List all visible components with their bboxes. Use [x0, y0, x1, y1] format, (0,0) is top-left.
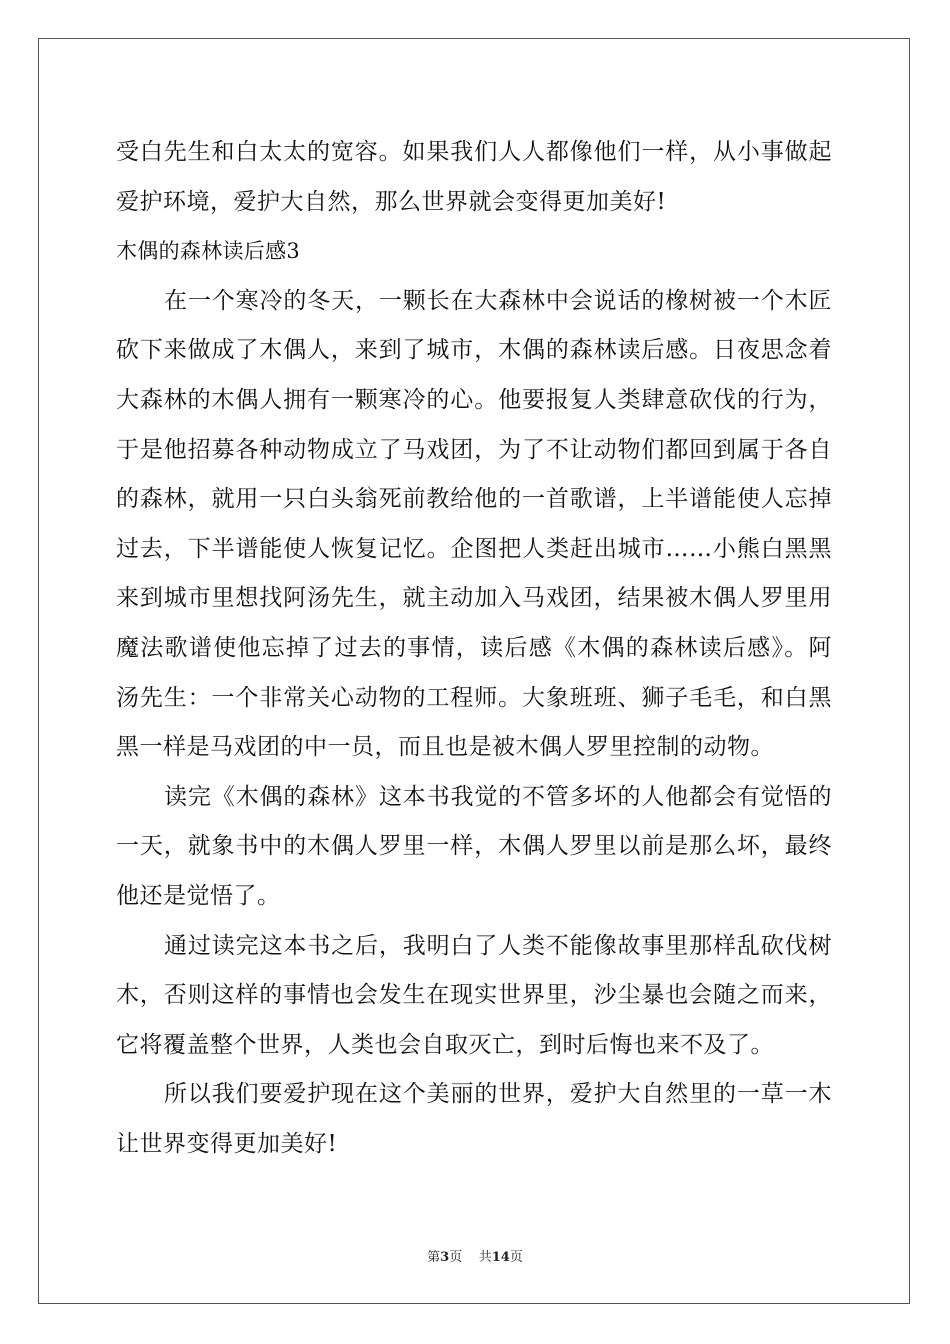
total-prefix: 共: [478, 1250, 492, 1265]
document-body: [116, 128, 832, 1169]
total-unit: 页: [509, 1250, 523, 1265]
paragraph-reflection: 读完《木偶的森林》这本书我觉的不管多坏的人他都会有觉悟的一天，就象书中的木偶人罗里一样，木偶人罗里以前是那么坏，最终他还是觉悟了。: [116, 783, 832, 909]
section-heading: 木偶的森林读后感3: [116, 239, 301, 264]
paragraph-conclusion: 所以我们要爱护现在这个美丽的世界，爱护大自然里的一草一木让世界变得更加美好!: [116, 1081, 832, 1157]
page-unit: 页: [449, 1250, 463, 1265]
paragraph-lesson: 通过读完这本书之后，我明白了人类不能像故事里那样乱砍伐树木，否则这样的事情也会发生在现实世界里，沙尘暴也会随之而来，它将覆盖整个世界，人类也会自取灭亡，到时后悔也来不及了。: [116, 932, 832, 1058]
page-prefix: 第: [427, 1250, 441, 1265]
paragraph-continuation: 受白先生和白太太的宽容。如果我们人人都像他们一样，从小事做起爱护环境，爱护大自然，那么世界就会变得更加美好!: [116, 139, 832, 215]
paragraph-summary: 在一个寒冷的冬天，一颗长在大森林中会说话的橡树被一个木匠砍下来做成了木偶人，来到了城市，木偶的森林读后感。日夜思念着大森林的木偶人拥有一颗寒冷的心。他要报复人类肆意砍伐的行为，于是他招募各种动物成立了马戏团，为了不让动物们都回到属于各自的森林，就用一只白头翁死前教给他的一首歌谱，上半谱能使人忘掉过去，下半谱能使人恢复记忆。企图把人类赶出城市……小熊白黑黑来到城市里想找阿汤先生，就主动加入马戏团，结果被木偶人罗里用魔法歌谱使他忘掉了过去的事情，读后感《木偶的森林读后感》。阿汤先生：一个非常关心动物的工程师。大象班班、狮子毛毛，和白黑黑一样是马戏团的中一员，而且也是被木偶人罗里控制的动物。: [116, 287, 832, 761]
page-total: 14: [491, 1250, 510, 1265]
page-current: 3: [440, 1250, 450, 1265]
page-footer: [0, 1246, 950, 1265]
